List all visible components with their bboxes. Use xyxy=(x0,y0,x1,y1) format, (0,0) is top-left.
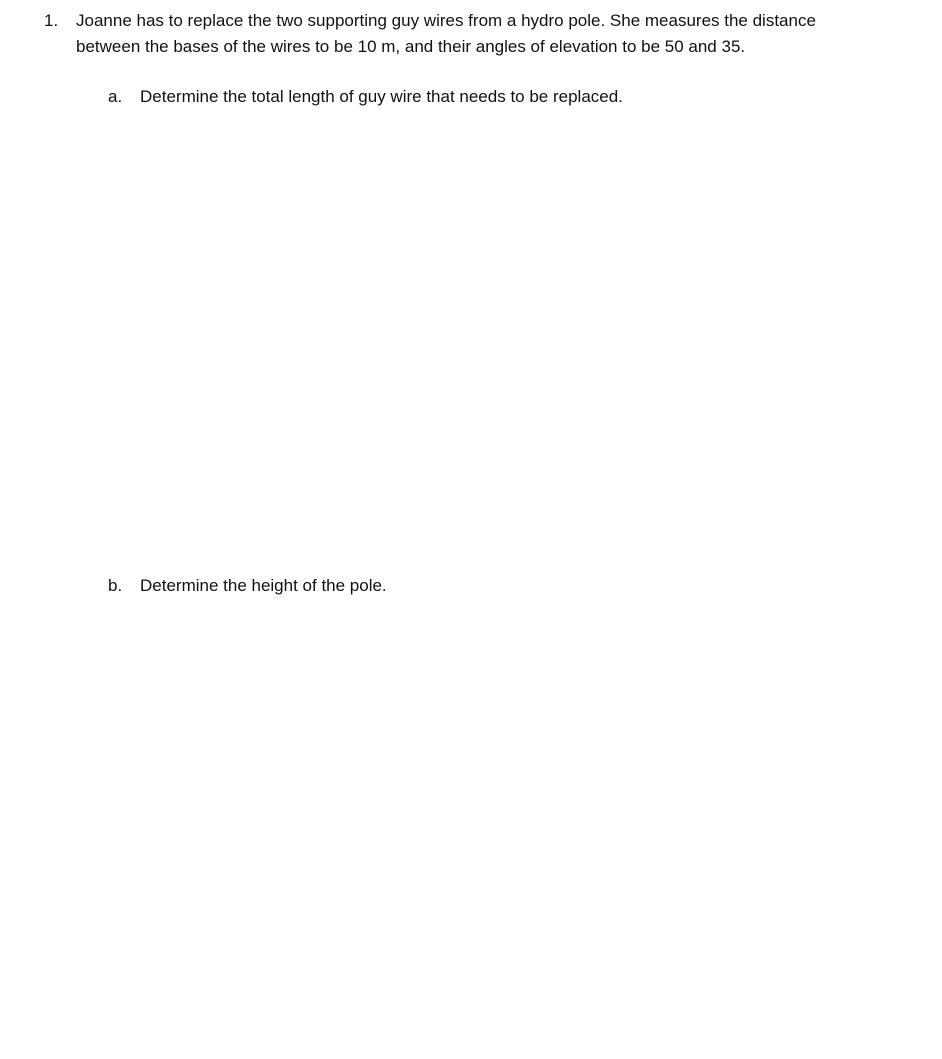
part-b-answer-space xyxy=(76,602,896,1042)
question-text: Joanne has to replace the two supporting guy wires from a hydro pole. She measures the distance between the bases of the wires to be 10 m, and their angles of elevation to be 50 and 35. xyxy=(76,11,816,56)
part-a-answer-space xyxy=(76,112,896,562)
part-a-text: Determine the total length of guy wire that needs to be replaced. xyxy=(140,87,623,106)
part-b-text: Determine the height of the pole. xyxy=(140,576,387,595)
part-b-label: b. xyxy=(108,576,123,595)
part-a-label: a. xyxy=(108,87,123,106)
question-number: 1. xyxy=(44,11,59,30)
